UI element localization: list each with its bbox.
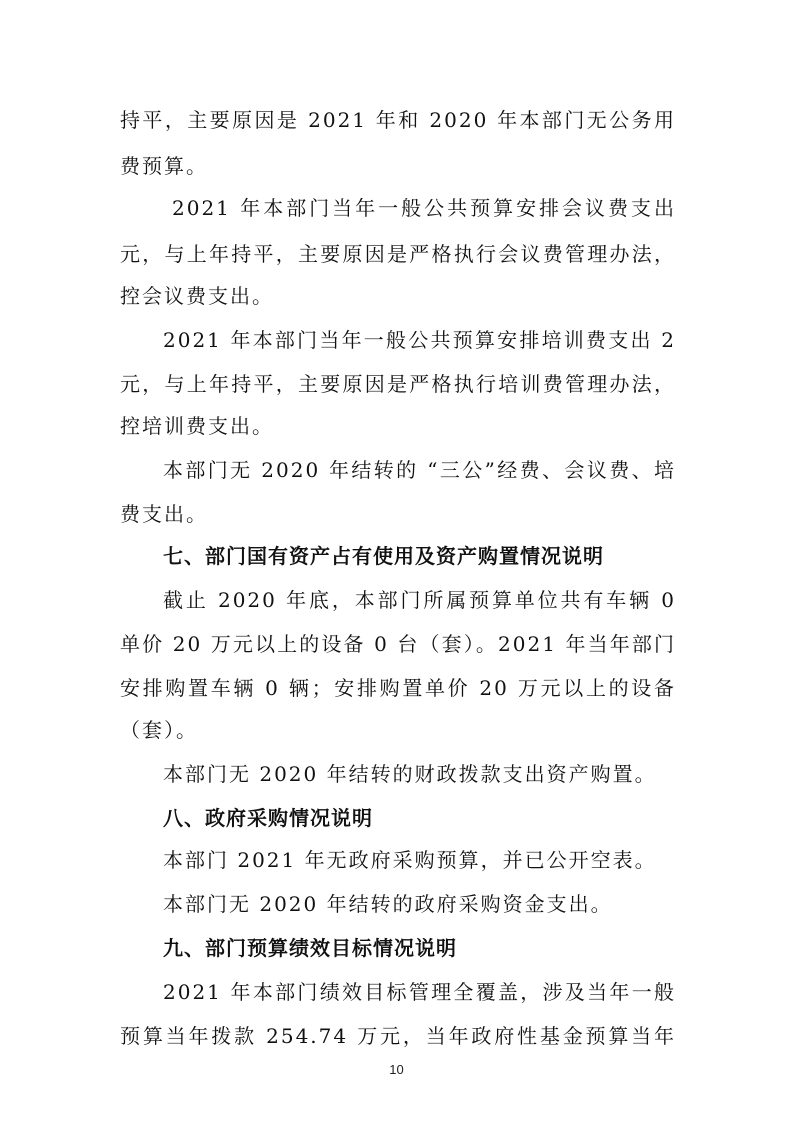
paragraph-line: 截止 2020 年底，本部门所属预算单位共有车辆 0 xyxy=(163,588,676,612)
paragraph-line: 控培训费支出。 xyxy=(120,414,274,438)
paragraph-line: 控会议费支出。 xyxy=(120,284,274,308)
section-heading: 九、部门预算绩效目标情况说明 xyxy=(163,936,457,960)
paragraph-line: 2021 年本部门当年一般公共预算安排会议费支出 xyxy=(172,196,676,220)
paragraph-line: 2021 年本部门当年一般公共预算安排培训费支出 2 xyxy=(163,328,676,352)
paragraph-line: 2021 年本部门绩效目标管理全覆盖，涉及当年一般 xyxy=(163,980,676,1004)
paragraph-line: 本部门 2021 年无政府采购预算，并已公开空表。 xyxy=(163,848,657,872)
paragraph-line: 费支出。 xyxy=(120,502,208,526)
page-number: 10 xyxy=(389,1062,404,1077)
paragraph-line: 本部门无 2020 年结转的财政拨款支出资产购置。 xyxy=(163,762,657,786)
paragraph-line: 安排购置车辆 0 辆；安排购置单价 20 万元以上的设备 xyxy=(120,676,676,700)
section-heading: 八、政府采购情况说明 xyxy=(163,806,373,830)
paragraph-line: 单价 20 万元以上的设备 0 台（套）。2021 年当年部门 xyxy=(120,632,676,656)
paragraph-line: 元，与上年持平，主要原因是严格执行培训费管理办法， xyxy=(120,372,676,396)
paragraph-line: 元，与上年持平，主要原因是严格执行会议费管理办法， xyxy=(120,242,676,266)
section-heading: 七、部门国有资产占有使用及资产购置情况说明 xyxy=(163,544,604,568)
paragraph-line: 费预算。 xyxy=(120,154,208,178)
paragraph-line: 预算当年拨款 254.74 万元，当年政府性基金预算当年 xyxy=(120,1024,676,1048)
paragraph-line: 持平，主要原因是 2021 年和 2020 年本部门无公务用 xyxy=(120,108,676,132)
paragraph-line: （套）。 xyxy=(120,718,198,742)
paragraph-line: 本部门无 2020 年结转的 “三公”经费、会议费、培 xyxy=(163,458,676,482)
paragraph-line: 本部门无 2020 年结转的政府采购资金支出。 xyxy=(163,892,613,916)
